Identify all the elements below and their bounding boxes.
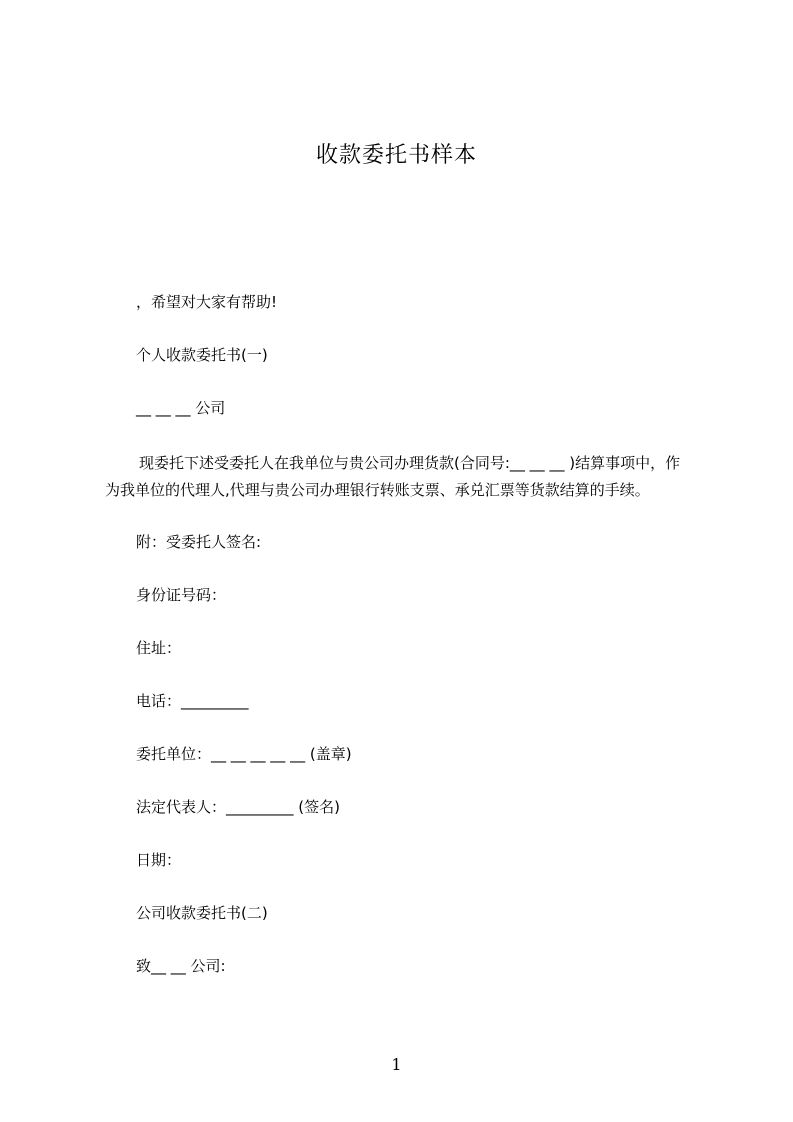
body-paragraph [105, 450, 695, 504]
page-number: 1 [391, 1055, 402, 1074]
legal-representative-line: 法定代表人：_________ (签名) [136, 798, 340, 816]
entrusting-unit-line: 委托单位：__ __ __ __ __ (盖章) [136, 745, 352, 763]
section1-heading: 个人收款委托书(一) [136, 346, 268, 364]
attachment-sign-line: 附：受委托人签名: [136, 533, 262, 551]
address-line: 住址： [136, 639, 182, 657]
section2-heading: 公司收款委托书(二) [136, 904, 268, 922]
id-number-line: 身份证号码： [136, 586, 227, 604]
phone-line: 电话：_________ [136, 692, 249, 710]
document-title: 收款委托书样本 [315, 143, 477, 168]
date-line: 日期： [136, 851, 182, 869]
company-line: __ __ __ 公司 [136, 399, 226, 417]
intro-line: ，希望对大家有帮助! [136, 293, 278, 311]
to-company-line: 致__ __ 公司: [136, 957, 226, 975]
body-paragraph-text: 现委托下述受委托人在我单位与贵公司办理货款(合同号:__ __ __ )结算事项中，作为我单位的代理人,代理与贵公司办理银行转账支票、承兑汇票等货款结算的手续。 [105, 454, 681, 499]
